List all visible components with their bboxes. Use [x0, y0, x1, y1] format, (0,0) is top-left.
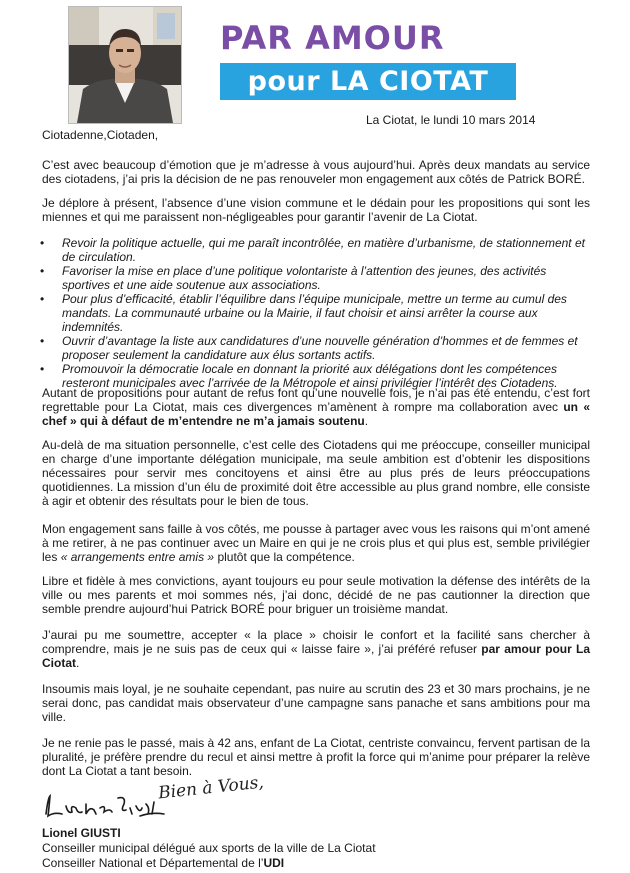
- headline-banner: pour LA CIOTAT: [220, 63, 516, 100]
- list-item: • Revoir la politique actuelle, qui me paraît incontrôlée, en matière d’urbanisme, de stationnement et de circulation.: [42, 236, 592, 264]
- signature-graphic: [40, 790, 170, 822]
- list-item: • Ouvrir d’avantage la liste aux candidatures d’une nouvelle génération d’hommes et de femmes et proposer seulement la candidature aux élus sortants actifs.: [42, 334, 592, 362]
- signer-role-1: Conseiller municipal délégué aux sports de la ville de La Ciotat: [42, 841, 376, 855]
- paragraph-2: Je déplore à présent, l’absence d’une vision commune et le dédain pour les propositions qui sont les miennes et qui me paraissent non-négligeables pour garantir l’avenir de La Ciotat.: [42, 196, 590, 224]
- proposals-list: [42, 236, 592, 390]
- headline-title: PAR AMOUR: [220, 19, 445, 57]
- paragraph-5-text: Mon engagement sans faille à vos côtés, me pousse à partager avec vous les raisons qui m’ont amené à me retirer, à ne pas continuer avec un Maire en qui je ne crois plus et qui plus est, semble privilégier les: [42, 522, 590, 564]
- paragraph-7-emphasis: par amour pour La Ciotat: [42, 642, 591, 670]
- paragraph-9: Je ne renie pas le passé, mais à 42 ans, enfant de La Ciotat, centriste convaincu, fervent partisan de la pluralité, je préfère prendre du recul et ainsi mettre à profit la force qui m’anime pour préparer la relève dont La Ciotat a tant besoin.: [42, 736, 590, 778]
- handwritten-closing: Bien à Vous,: [157, 772, 265, 804]
- list-item: • Pour plus d’efficacité, établir l’équilibre dans l’équipe municipale, mettre un terme au cumul des mandats. La communauté urbaine ou la Mairie, il faut choisir et ainsi arrêter la course aux indemnités.: [42, 292, 592, 334]
- letter-date: La Ciotat, le lundi 10 mars 2014: [366, 113, 536, 127]
- signer-name: Lionel GIUSTI: [42, 826, 121, 840]
- party-name: UDI: [263, 856, 285, 870]
- portrait-photo: [68, 6, 182, 124]
- letter-greeting: Ciotadenne,Ciotaden,: [42, 128, 159, 142]
- paragraph-6: Libre et fidèle à mes convictions, ayant toujours eu pour seule motivation la défense des intérêts de la ville ou mes parents et moi sommes nés, j’ai donc, décidé de ne pas cautionner la direction que semble prendre aujourd’hui Patrick BORÉ pour briguer un troisième mandat.: [42, 574, 590, 616]
- paragraph-3-emphasis: un « chef » qui à défaut de m’entendre ne m’a jamais soutenu: [42, 400, 590, 428]
- paragraph-7-text: J’aurai pu me soumettre, accepter « la place » choisir le confort et la facilité sans chercher à comprendre, mais je ne suis pas de ceux qui « laisse faire », j’ai préféré refuser: [42, 628, 590, 656]
- paragraph-5: [42, 522, 590, 564]
- paragraph-4: Au-delà de ma situation personnelle, c’est celle des Ciotadens qui me préoccupe, conseiller municipal en charge d’une importante délégation municipale, ma seule ambition est d’obtenir les dispositions nécessaires pour servir mes concitoyens et ainsi être au plus prés de leurs préoccupations quotidiennes. La mission d’un élu de proximité doit être accessible au plus grand nombre, elle consiste à agir et obtenir des résultats pour le bien de tous.: [42, 438, 590, 508]
- paragraph-5-end: plutôt que la compétence.: [214, 550, 355, 564]
- paragraph-8: Insoumis mais loyal, je ne souhaite cependant, pas nuire au scrutin des 23 et 30 mars prochains, je ne serai donc, pas candidat mais observateur d’une campagne sans panache et sans ambitions pour ma ville.: [42, 682, 590, 724]
- paragraph-3-end: .: [364, 414, 369, 428]
- paragraph-1: C’est avec beaucoup d’émotion que je m’adresse à vous aujourd’hui. Après deux mandats au service des ciotadens, j’ai pris la décision de ne pas renouveler mon engagement aux côtés de Patrick BORÉ.: [42, 158, 590, 186]
- list-item: • Promouvoir la démocratie locale en donnant la priorité aux délégations dont les compétences resteront municipales avec l’arrivée de la Métropole et ainsi privilégier l’intérêt des Ciotadens.: [42, 362, 592, 390]
- paragraph-3-text: Autant de propositions pour autant de refus font qu’une nouvelle fois, je n’ai pas été entendu, c’est fort regrettable pour La Ciotat, mais ces divergences m’amènent à rompre ma collaboration avec: [42, 386, 590, 414]
- paragraph-3: [42, 386, 590, 428]
- signer-role-2: [42, 856, 284, 870]
- paragraph-7: [42, 628, 590, 670]
- paragraph-5-emphasis: « arrangements entre amis »: [60, 550, 215, 564]
- paragraph-7-end: .: [76, 656, 80, 670]
- signer-role-2-text: Conseiller National et Départemental de l’: [42, 856, 264, 870]
- list-item: • Favoriser la mise en place d’une politique volontariste à l’attention des jeunes, des activités sportives et une aide soutenue aux associations.: [42, 264, 592, 292]
